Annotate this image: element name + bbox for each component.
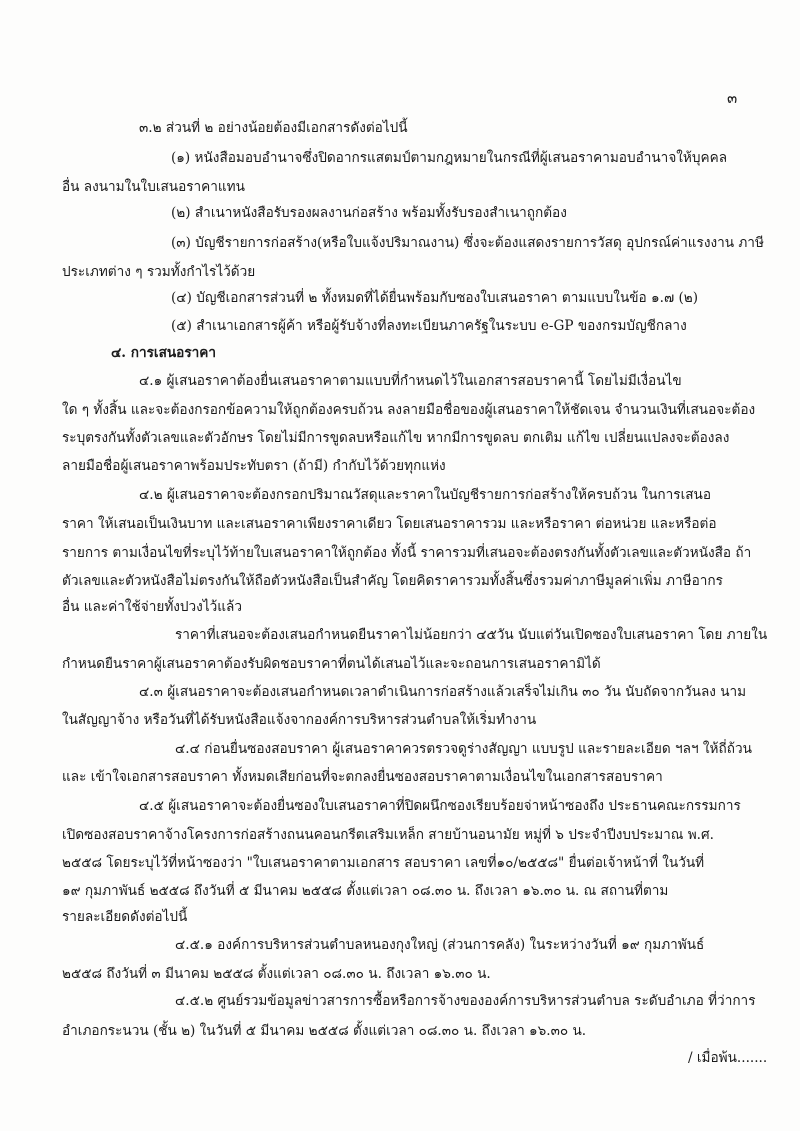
para-4-1-line-4: ลายมือชื่อผู้เสนอราคาพร้อมประทับตรา (ถ้ามี) กำกับไว้ด้วยทุกแห่ง xyxy=(62,458,446,474)
para-4-5-line-3: ๒๕๕๘ โดยระบุไว้ที่หน้าซองว่า "ใบเสนอราคาตามเอกสาร สอบราคา เลขที่๑๐/๒๕๕๘" ยื่นต่อเจ้าหน้าที่ ในวันที่ xyxy=(62,855,705,871)
para-4-2-line-2: ราคา ให้เสนอเป็นเงินบาท และเสนอราคาเพียงราคาเดียว โดยเสนอราคารวม และหรือราคา ต่อหน่วย และหรือต่อ xyxy=(62,516,717,532)
item-1-line-1: (๑) หนังสือมอบอำนาจซึ่งปิดอากรแสตมป์ตามกฎหมายในกรณีที่ผู้เสนอราคามอบอำนาจให้บุคคล xyxy=(171,150,728,166)
section-4-heading: ๔. การเสนอราคา xyxy=(111,345,216,361)
item-5-line: (๕) สำเนาเอกสารผู้ค้า หรือผู้รับจ้างที่ลงทะเบียนภาครัฐในระบบ e-GP ของกรมบัญชีกลาง xyxy=(171,318,687,334)
para-4-5-line-2: เปิดซองสอบราคาจ้างโครงการก่อสร้างถนนคอนกรีตเสริมเหล็ก สายบ้านอนามัย หมู่ที่ ๖ ประจำปีงบประมาณ พ.ศ. xyxy=(62,827,714,843)
para-4-5-line-4: ๑๙ กุมภาพันธ์ ๒๕๕๘ ถึงวันที่ ๕ มีนาคม ๒๕๕๘ ตั้งแต่เวลา ๐๘.๓๐ น. ถึงเวลา ๑๖.๓๐ น. ณ สถานที่ตาม xyxy=(62,883,669,899)
price-validity-line-2: กำหนดยืนราคาผู้เสนอราคาต้องรับผิดชอบราคาที่ตนได้เสนอไว้และจะถอนการเสนอราคามิได้ xyxy=(62,656,601,672)
para-4-1-line-2: ใด ๆ ทั้งสิ้น และจะต้องกรอกข้อความให้ถูกต้องครบถ้วน ลงลายมือชื่อของผู้เสนอราคาให้ชัดเจน จำนวนเงินที่เสนอจะต้อง xyxy=(62,402,756,418)
para-4-1-line-3: ระบุตรงกันทั้งตัวเลขและตัวอักษร โดยไม่มีการขูดลบหรือแก้ไข หากมีการขูดลบ ตกเติม แก้ไข เปลี่ยนแปลงจะต้องลง xyxy=(62,430,730,446)
para-4-5-2-line-1: ๔.๕.๒ ศูนย์รวมข้อมูลข่าวสารการซื้อหรือการจ้างขององค์การบริหารส่วนตำบล ระดับอำเภอ ที่ว่าการ xyxy=(175,993,756,1009)
para-4-5-1-line-1: ๔.๕.๑ องค์การบริหารส่วนตำบลหนองกุงใหญ่ (ส่วนการคลัง) ในระหว่างวันที่ ๑๙ กุมภาพันธ์ xyxy=(175,937,705,953)
para-4-5-line-5: รายละเอียดดังต่อไปนี้ xyxy=(62,909,188,925)
item-3-line-2: ประเภทต่าง ๆ รวมทั้งกำไรไว้ด้วย xyxy=(62,264,256,280)
item-3-line-1: (๓) บัญชีรายการก่อสร้าง(หรือใบแจ้งปริมาณงาน) ซึ่งจะต้องแสดงรายการวัสดุ อุปกรณ์ค่าแรงงาน ภาษี xyxy=(171,235,764,251)
price-validity-line-1: ราคาที่เสนอจะต้องเสนอกำหนดยืนราคาไม่น้อยกว่า ๔๕วัน นับแต่วันเปิดซองใบเสนอราคา โดย ภายใน xyxy=(175,627,768,643)
section-3-2-heading: ๓.๒ ส่วนที่ ๒ อย่างน้อยต้องมีเอกสารดังต่อไปนี้ xyxy=(139,120,408,136)
para-4-1-line-1: ๔.๑ ผู้เสนอราคาต้องยื่นเสนอราคาตามแบบที่กำหนดไว้ในเอกสารสอบราคานี้ โดยไม่มีเงื่อนไข xyxy=(139,373,682,389)
para-4-2-line-1: ๔.๒ ผู้เสนอราคาจะต้องกรอกปริมาณวัสดุและราคาในบัญชีรายการก่อสร้างให้ครบถ้วน ในการเสนอ xyxy=(139,487,711,503)
para-4-2-line-4: ตัวเลขและตัวหนังสือไม่ตรงกันให้ถือตัวหนังสือเป็นสำคัญ โดยคิดราคารวมทั้งสิ้นซึ่งรวมค่าภาษีมูลค่าเพิ่ม ภาษีอากร xyxy=(62,573,723,589)
para-4-3-line-1: ๔.๓ ผู้เสนอราคาจะต้องเสนอกำหนดเวลาดำเนินการก่อสร้างแล้วเสร็จไม่เกิน ๓๐ วัน นับถัดจากวันลง นาม xyxy=(139,684,747,700)
para-4-5-2-line-2: อำเภอกระนวน (ชั้น ๒) ในวันที่ ๕ มีนาคม ๒๕๕๘ ตั้งแต่เวลา ๐๘.๓๐ น. ถึงเวลา ๑๖.๓๐ น. xyxy=(62,1023,587,1039)
page-number: ๓ xyxy=(727,89,738,107)
para-4-2-line-5: อื่น และค่าใช้จ่ายทั้งปวงไว้แล้ว xyxy=(62,599,243,615)
para-4-5-line-1: ๔.๕ ผู้เสนอราคาจะต้องยื่นซองใบเสนอราคาที่ปิดผนึกซองเรียบร้อยจ่าหน้าซองถึง ประธานคณะกรรมการ xyxy=(139,798,741,814)
continuation-footer: / เมื่อพ้น....... xyxy=(688,1050,768,1066)
para-4-4-line-2: และ เข้าใจเอกสารสอบราคา ทั้งหมดเสียก่อนที่จะตกลงยื่นซองสอบราคาตามเงื่อนไขในเอกสารสอบราคา xyxy=(62,769,663,785)
item-2-line: (๒) สำเนาหนังสือรับรองผลงานก่อสร้าง พร้อมทั้งรับรองสำเนาถูกต้อง xyxy=(171,205,567,221)
item-1-line-2: อื่น ลงนามในใบเสนอราคาแทน xyxy=(62,179,245,195)
para-4-5-1-line-2: ๒๕๕๘ ถึงวันที่ ๓ มีนาคม ๒๕๕๘ ตั้งแต่เวลา ๐๘.๓๐ น. ถึงเวลา ๑๖.๓๐ น. xyxy=(62,966,491,982)
para-4-4-line-1: ๔.๔ ก่อนยื่นซองสอบราคา ผู้เสนอราคาควรตรวจดูร่างสัญญา แบบรูป และรายละเอียด ฯลฯ ให้ถี่ถ้วน xyxy=(175,741,752,757)
item-4-line: (๔) บัญชีเอกสารส่วนที่ ๒ ทั้งหมดที่ได้ยื่นพร้อมกับซองใบเสนอราคา ตามแบบในข้อ ๑.๗ (๒) xyxy=(171,290,699,306)
para-4-2-line-3: รายการ ตามเงื่อนไขที่ระบุไว้ท้ายใบเสนอราคาให้ถูกต้อง ทั้งนี้ ราคารวมที่เสนอจะต้องตรงกันทั้งตัวเลขและตัวหนังสือ ถ้า xyxy=(62,545,752,561)
para-4-3-line-2: ในสัญญาจ้าง หรือวันที่ได้รับหนังสือแจ้งจากองค์การบริหารส่วนตำบลให้เริ่มทำงาน xyxy=(62,712,537,728)
